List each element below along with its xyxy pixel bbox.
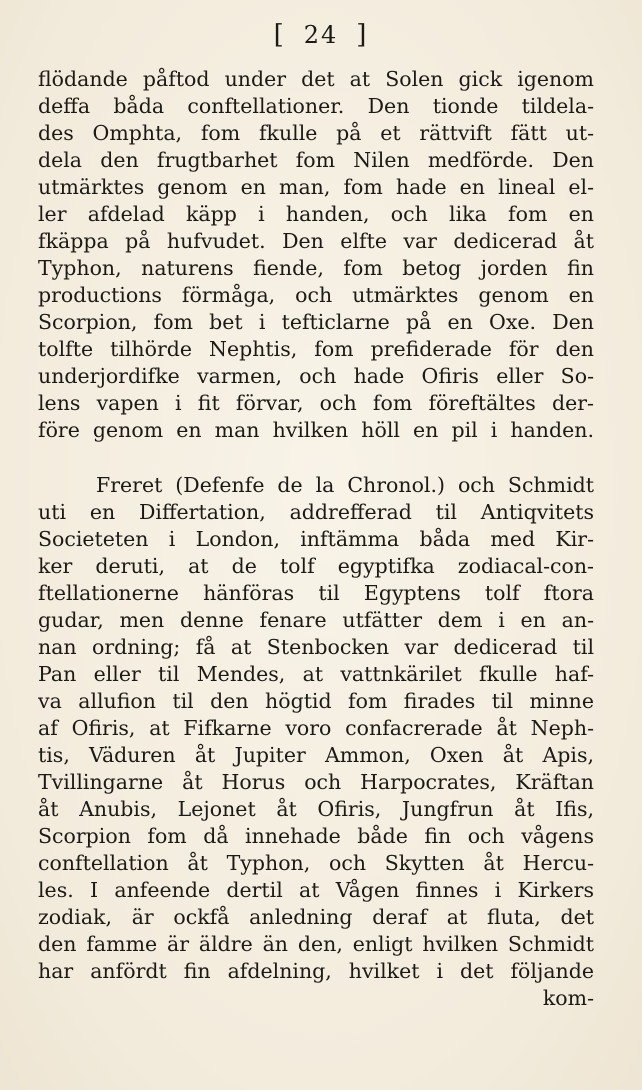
text-line: Pan eller til Mendes, at vattnkärilet fkulle haf- — [38, 662, 594, 686]
text-line: Typhon, naturens fiende, fom betog jorden fin — [38, 256, 594, 280]
text-line: uti en Differtation, addrefferad til Antiqvitets — [38, 500, 594, 524]
text-line: deffa båda conftellationer. Den tionde tildela- — [38, 94, 594, 118]
text-line: productions förmåga, och utmärktes genom en — [38, 283, 594, 307]
page-header — [0, 18, 642, 52]
text-line: nan ordning; få at Stenbocken var dedicerad til — [38, 635, 594, 659]
text-line: des Omphta, fom fkulle på et rättvift fätt ut- — [38, 121, 594, 145]
page-number: 24 — [303, 21, 339, 49]
text-line: af Ofiris, at Fifkarne voro confacrerade åt Neph- — [38, 716, 594, 740]
text-line: Scorpion fom då innehade både fin och vågens — [38, 824, 594, 848]
text-line: utmärktes genom en man, fom hade en lineal el- — [38, 175, 594, 199]
text-line: dela den frugtbarhet fom Nilen medförde. Den — [38, 148, 594, 172]
text-line: ler afdelad käpp i handen, och lika fom en — [38, 202, 594, 226]
text-line: va allufion til den högtid fom firades til minne — [38, 689, 594, 713]
text-line: den famme är äldre än den, enligt hvilken Schmidt — [38, 932, 594, 956]
text-line: fkäppa på hufvudet. Den elfte var dedicerad åt — [38, 229, 594, 253]
text-line: tis, Väduren åt Jupiter Ammon, Oxen åt Apis, — [38, 743, 594, 767]
text-line: conftellation åt Typhon, och Skytten åt Hercu- — [38, 851, 594, 875]
text-line: har anfördt fin afdelning, hvilket i det följande — [38, 959, 594, 983]
text-line: Freret (Defenfe de la Chronol.) och Schmidt — [96, 473, 594, 497]
text-line: Scorpion, fom bet i tefticlarne på en Oxe. Den — [38, 310, 594, 334]
text-line: Tvillingarne åt Horus och Harpocrates, Kräftan — [38, 770, 594, 794]
bracket-open: [ — [273, 20, 286, 50]
text-line: före genom en man hvilken höll en pil i handen. — [38, 418, 594, 442]
text-line: gudar, men denne fenare utfätter dem i en an- — [38, 608, 594, 632]
text-line: flödande påftod under det at Solen gick igenom — [38, 67, 594, 91]
bracket-close: ] — [356, 20, 369, 50]
text-line: ftellationerne hänföras til Egyptens tolf ftora — [38, 581, 594, 605]
text-line: åt Anubis, Lejonet åt Ofiris, Jungfrun åt Ifis, — [38, 797, 594, 821]
text-line: les. I anfeende dertil at Vågen finnes i Kirkers — [38, 878, 594, 902]
text-line: ker deruti, at de tolf egyptifka zodiacal-con- — [38, 554, 594, 578]
text-line: lens vapen i fit förvar, och fom föreftältes der- — [38, 391, 594, 415]
catchword: kom- — [542, 986, 594, 1010]
text-line: zodiak, är ockfå anledning deraf at fluta, det — [38, 905, 594, 929]
text-line: underjordifke varmen, och hade Ofiris eller So- — [38, 364, 594, 388]
text-line: Societeten i London, inftämma båda med Kir- — [38, 527, 594, 551]
text-line: tolfte tilhörde Nephtis, fom prefiderade för den — [38, 337, 594, 361]
